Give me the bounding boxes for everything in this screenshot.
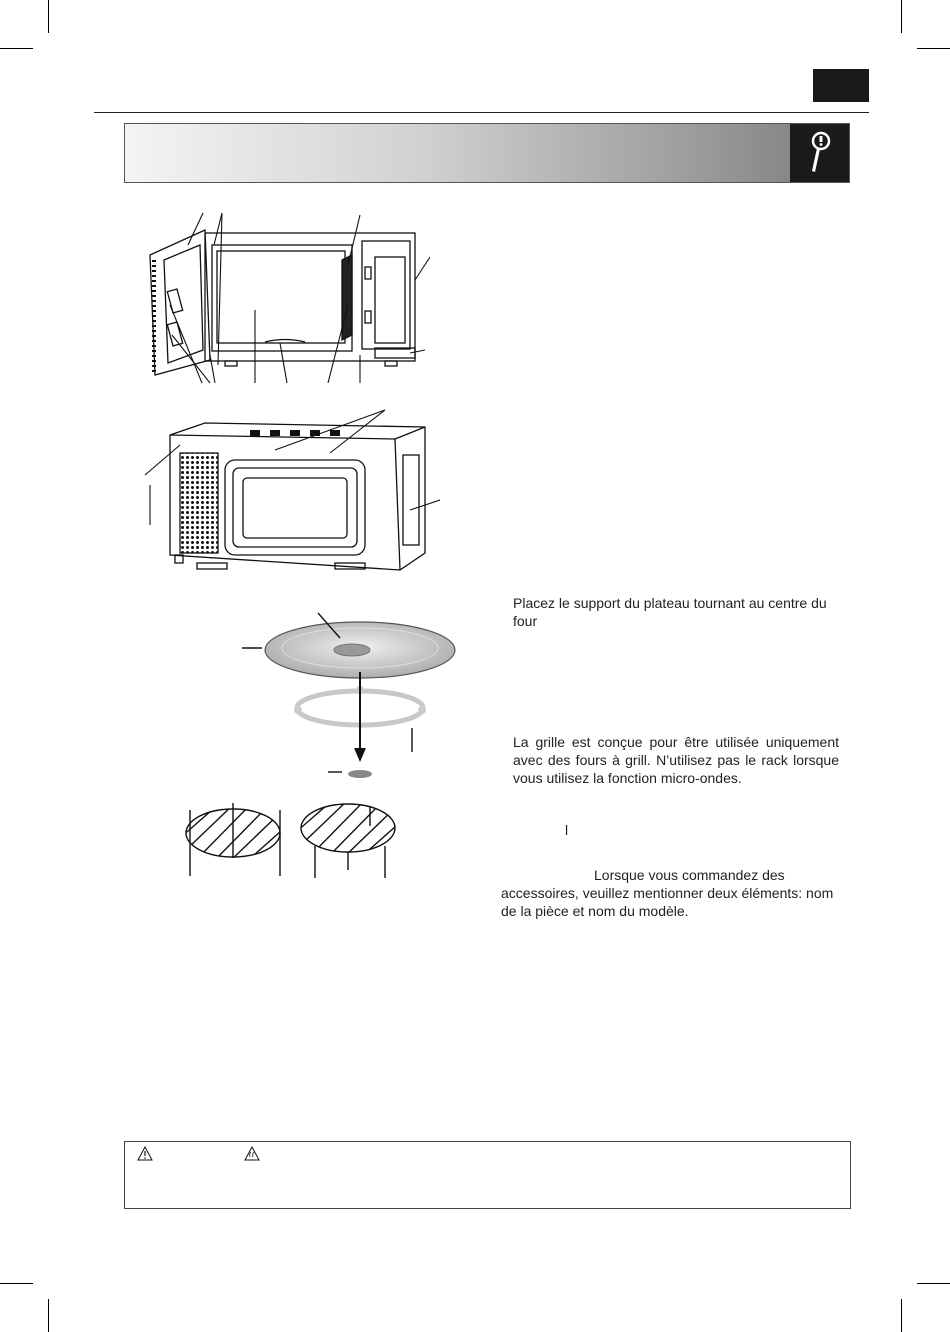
crop-mark <box>48 1299 49 1332</box>
stray-mark: l <box>565 822 569 838</box>
section-banner <box>124 123 850 183</box>
turntable-instruction-line: Placez le support du plateau tournant au centre du <box>513 595 827 611</box>
crop-mark <box>48 0 49 33</box>
hot-surface-icon <box>244 1146 260 1161</box>
ordering-note-line: Lorsque vous commandez des <box>594 867 785 883</box>
grill-note: La grille est conçue pour être utilisée uniquement avec des fours à grill. N’utilisez pas le rack lorsque vous utilisez la fonction micro-ondes. <box>513 734 839 786</box>
crop-mark <box>917 48 950 49</box>
turntable-assembly-diagram <box>240 610 460 785</box>
grill-racks-diagram <box>180 798 405 888</box>
magnifier-info-icon <box>790 124 849 182</box>
ordering-note-line: de la pièce et nom du modèle. <box>501 903 689 919</box>
crop-mark <box>901 1299 902 1332</box>
turntable-instruction-line: four <box>513 613 538 629</box>
microwave-front-diagram <box>130 205 430 390</box>
ordering-note-line: accessoires, veuillez mentionner deux éléments: nom <box>501 885 834 901</box>
crop-mark <box>917 1283 950 1284</box>
header-rule <box>94 112 869 113</box>
crop-mark <box>0 1283 33 1284</box>
warning-box <box>124 1141 851 1209</box>
page-number-tab <box>813 69 869 102</box>
crop-mark <box>0 48 33 49</box>
crop-mark <box>901 0 902 33</box>
microwave-rear-diagram <box>135 405 440 580</box>
warning-triangle-icon <box>137 1146 153 1161</box>
